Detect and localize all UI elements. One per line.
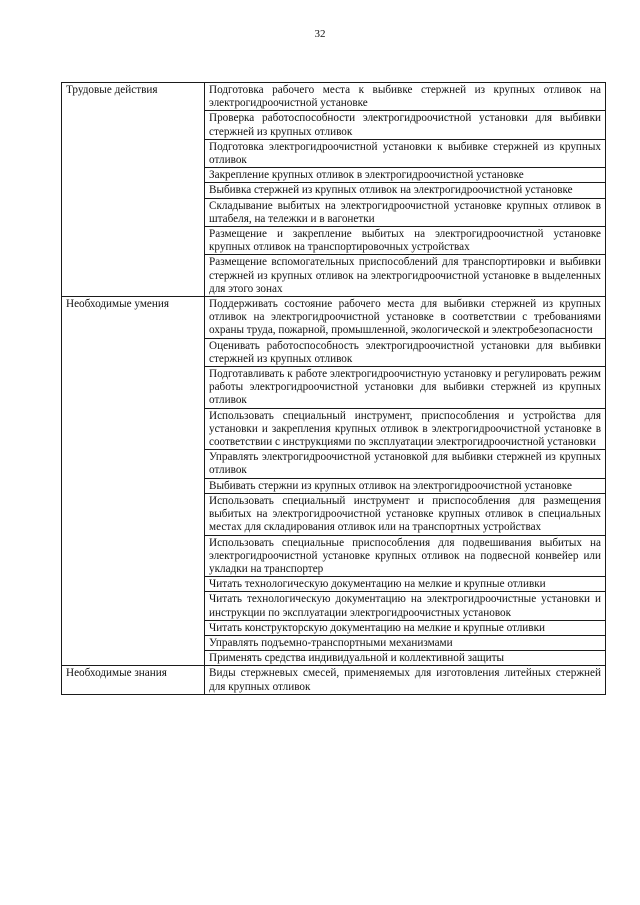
section-item: Подготовка рабочего места к выбивке стержней из крупных отливок на электрогидроочистной установке <box>205 83 606 111</box>
section-label: Трудовые действия <box>62 83 205 297</box>
table-row <box>62 297 606 339</box>
section-item: Управлять электрогидроочистной установкой для выбивки стержней из крупных отливок <box>205 450 606 478</box>
section-item: Использовать специальные приспособления для подвешивания выбитых на электрогидроочистной установке крупных отливок на подвесной конвейер или укладки на транспортер <box>205 535 606 577</box>
section-item: Выбивка стержней из крупных отливок на электрогидроочистной установке <box>205 183 606 198</box>
section-item: Читать технологическую документацию на мелкие и крупные отливки <box>205 577 606 592</box>
section-item: Подготовка электрогидроочистной установки к выбивке стержней из крупных отливок <box>205 139 606 167</box>
section-item: Выбивать стержни из крупных отливок на электрогидроочистной установке <box>205 478 606 493</box>
section-item: Размещение и закрепление выбитых на электрогидроочистной установке крупных отливок на транспортировочных устройствах <box>205 227 606 255</box>
section-item: Виды стержневых смесей, применяемых для изготовления литейных стержней для крупных отливок <box>205 666 606 694</box>
section-item: Поддерживать состояние рабочего места для выбивки стержней из крупных отливок на электрогидроочистной установке в соответствии с требованиями охраны труда, пожарной, промышленной, экологической и электробезопасности <box>205 297 606 339</box>
page-number: 32 <box>314 28 326 40</box>
section-label: Необходимые умения <box>62 297 205 666</box>
section-item: Читать технологическую документацию на электрогидроочистные установки и инструкции по эксплуатации электрогидроочистных установок <box>205 592 606 620</box>
section-item: Размещение вспомогательных приспособлений для транспортировки и выбивки стержней из крупных отливок на электрогидроочистной установке в выделенных для этого зонах <box>205 255 606 297</box>
section-item: Использовать специальный инструмент и приспособления для размещения выбитых на электрогидроочистной установке крупных отливок в специальных местах для складирования отливок или на транспортных устройствах <box>205 493 606 535</box>
table-row <box>62 666 606 694</box>
section-item: Проверка работоспособности электрогидроочистной установки для выбивки стержней из крупных отливок <box>205 111 606 139</box>
requirements-table <box>61 82 606 695</box>
table-row <box>62 83 606 111</box>
section-item: Закрепление крупных отливок в электрогидроочистной установке <box>205 168 606 183</box>
section-item: Использовать специальный инструмент, приспособления и устройства для установки и закрепления крупных отливок в электрогидроочистной установке в соответствии с инструкциями по эксплуатации электрогидроочистной установки <box>205 408 606 450</box>
section-item: Оценивать работоспособность электрогидроочистной установки для выбивки стержней из крупных отливок <box>205 338 606 366</box>
section-item: Подготавливать к работе электрогидроочистную установку и регулировать режим работы электрогидроочистной установки для выбивки стержней из крупных отливок <box>205 367 606 409</box>
section-item: Применять средства индивидуальной и коллективной защиты <box>205 651 606 666</box>
section-item: Складывание выбитых на электрогидроочистной установке крупных отливок в штабеля, на тележки и в вагонетки <box>205 198 606 226</box>
requirements-table-body <box>62 83 606 695</box>
section-label: Необходимые знания <box>62 666 205 694</box>
section-item: Читать конструкторскую документацию на мелкие и крупные отливки <box>205 620 606 635</box>
section-item: Управлять подъемно-транспортными механизмами <box>205 635 606 650</box>
